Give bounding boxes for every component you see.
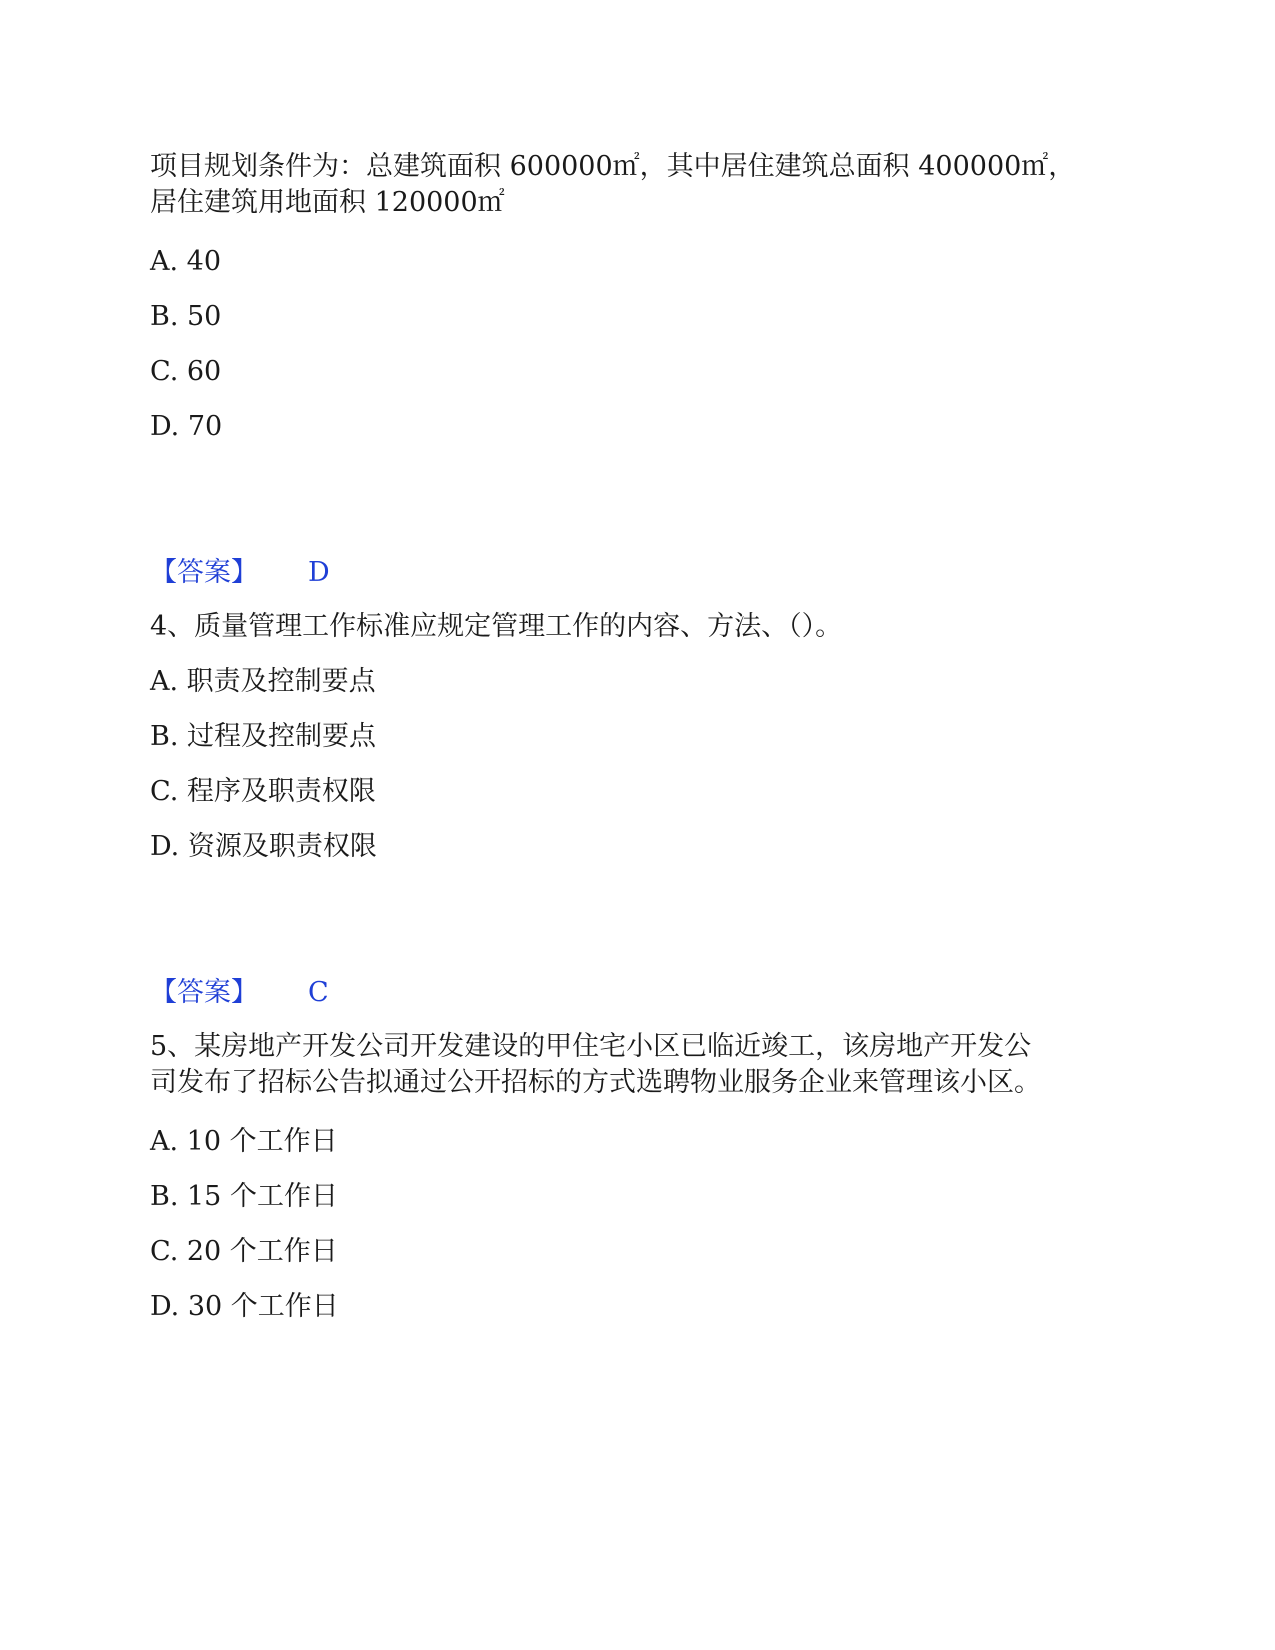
q4-option-d: D. 资源及职责权限	[150, 831, 377, 862]
q3-stem-line-1: 项目规划条件为：总建筑面积 600000㎡，其中居住建筑总面积 400000㎡，	[150, 151, 1076, 182]
q3-answer-label: 【答案】	[150, 557, 258, 588]
q3-option-b: B. 50	[150, 301, 222, 332]
q4-stem: 4、质量管理工作标准应规定管理工作的内容、方法、（）。	[150, 611, 843, 642]
q5-option-c: C. 20 个工作日	[150, 1236, 338, 1267]
q5-stem-line-1: 5、某房地产开发公司开发建设的甲住宅小区已临近竣工，该房地产开发公	[150, 1031, 1032, 1062]
q3-answer	[150, 556, 330, 590]
q3-stem-line-2: 居住建筑用地面积 120000㎡	[150, 187, 505, 218]
q3-option-a: A. 40	[150, 246, 222, 277]
q3-option-d: D. 70	[150, 411, 223, 442]
q4-option-c: C. 程序及职责权限	[150, 776, 376, 807]
q5-option-a: A. 10 个工作日	[150, 1126, 338, 1157]
q4-answer-value: C	[308, 977, 329, 1008]
q4-answer	[150, 976, 329, 1010]
q5-stem-line-2: 司发布了招标公告拟通过公开招标的方式选聘物业服务企业来管理该小区。	[150, 1067, 1041, 1098]
q5-option-b: B. 15 个工作日	[150, 1181, 338, 1212]
q5-option-d: D. 30 个工作日	[150, 1291, 339, 1322]
q4-answer-label: 【答案】	[150, 977, 258, 1008]
q4-option-a: A. 职责及控制要点	[150, 666, 376, 697]
q3-option-c: C. 60	[150, 356, 222, 387]
q3-answer-value: D	[308, 557, 330, 588]
q4-option-b: B. 过程及控制要点	[150, 721, 377, 752]
